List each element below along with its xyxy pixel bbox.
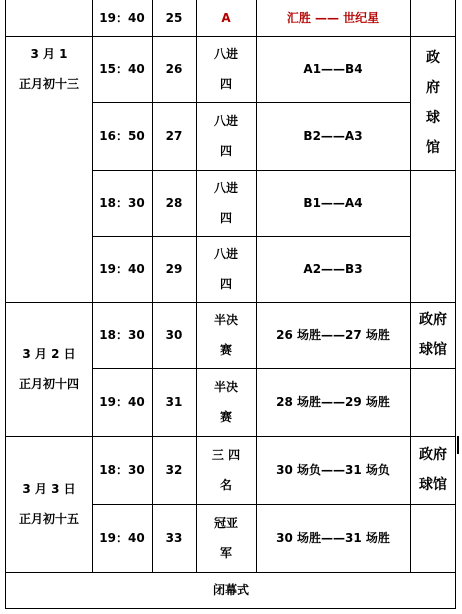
matchup-cell: 30 场胜——31 场胜	[276, 531, 390, 545]
matchup-cell: B1——A4	[303, 196, 363, 210]
stage-cell: 八进 四	[213, 47, 238, 91]
grid-line	[5, 302, 456, 303]
grid-line	[92, 0, 93, 572]
stage-cell: A	[221, 11, 231, 25]
grid-line	[5, 436, 456, 437]
stage-cell: 八进 四	[213, 114, 238, 158]
time-cell: 19：40	[99, 11, 145, 25]
date-cell: 3 月 1 正月初十三	[18, 47, 79, 91]
matchup-cell: A1——B4	[303, 62, 363, 76]
closing-ceremony-cell: 闭幕式	[212, 583, 249, 597]
stage-cell: 三 四 名	[211, 448, 241, 492]
stage-cell: 半决 赛	[213, 313, 238, 357]
table-border	[455, 0, 456, 608]
grid-line	[92, 368, 456, 369]
grid-line	[152, 0, 153, 572]
match-number: 32	[165, 463, 183, 477]
grid-line	[196, 0, 197, 572]
match-number: 31	[165, 395, 183, 409]
time-cell: 18：30	[99, 196, 145, 210]
match-number: 25	[165, 11, 183, 25]
time-cell: 19：40	[99, 531, 145, 545]
grid-line	[5, 572, 456, 573]
grid-line	[92, 102, 410, 103]
matchup-cell: 30 场负——31 场负	[276, 463, 390, 477]
matchup-cell: 26 场胜——27 场胜	[276, 328, 390, 342]
grid-line	[256, 0, 257, 572]
match-number: 28	[165, 196, 183, 210]
stage-cell: 半决 赛	[213, 380, 238, 424]
table-border	[5, 0, 6, 608]
venue-cell: 政 府 球 馆	[426, 50, 440, 156]
time-cell: 16：50	[99, 129, 145, 143]
grid-line	[410, 0, 411, 572]
time-cell: 18：30	[99, 328, 145, 342]
time-cell: 19：40	[99, 395, 145, 409]
grid-line	[5, 36, 456, 37]
match-number: 30	[165, 328, 183, 342]
match-number: 27	[165, 129, 183, 143]
time-cell: 18：30	[99, 463, 145, 477]
match-number: 33	[165, 531, 183, 545]
grid-line	[92, 170, 456, 171]
grid-line	[92, 504, 456, 505]
time-cell: 15：40	[99, 62, 145, 76]
time-cell: 19：40	[99, 262, 145, 276]
grid-line	[92, 236, 410, 237]
date-cell: 3 月 2 日 正月初十四	[18, 347, 79, 391]
date-cell: 3 月 3 日 正月初十五	[18, 482, 79, 526]
matchup-cell: 汇胜 —— 世纪星	[286, 11, 380, 25]
edge-mark	[457, 436, 459, 454]
matchup-cell: B2——A3	[303, 129, 363, 143]
match-number: 26	[165, 62, 183, 76]
table-border	[5, 608, 456, 609]
matchup-cell: A2——B3	[303, 262, 363, 276]
venue-cell: 政府 球馆	[419, 312, 447, 358]
stage-cell: 冠亚 军	[213, 516, 238, 560]
stage-cell: 八进 四	[213, 181, 238, 225]
matchup-cell: 28 场胜——29 场胜	[276, 395, 390, 409]
venue-cell: 政府 球馆	[419, 447, 447, 493]
stage-cell: 八进 四	[213, 247, 238, 291]
match-number: 29	[165, 262, 183, 276]
